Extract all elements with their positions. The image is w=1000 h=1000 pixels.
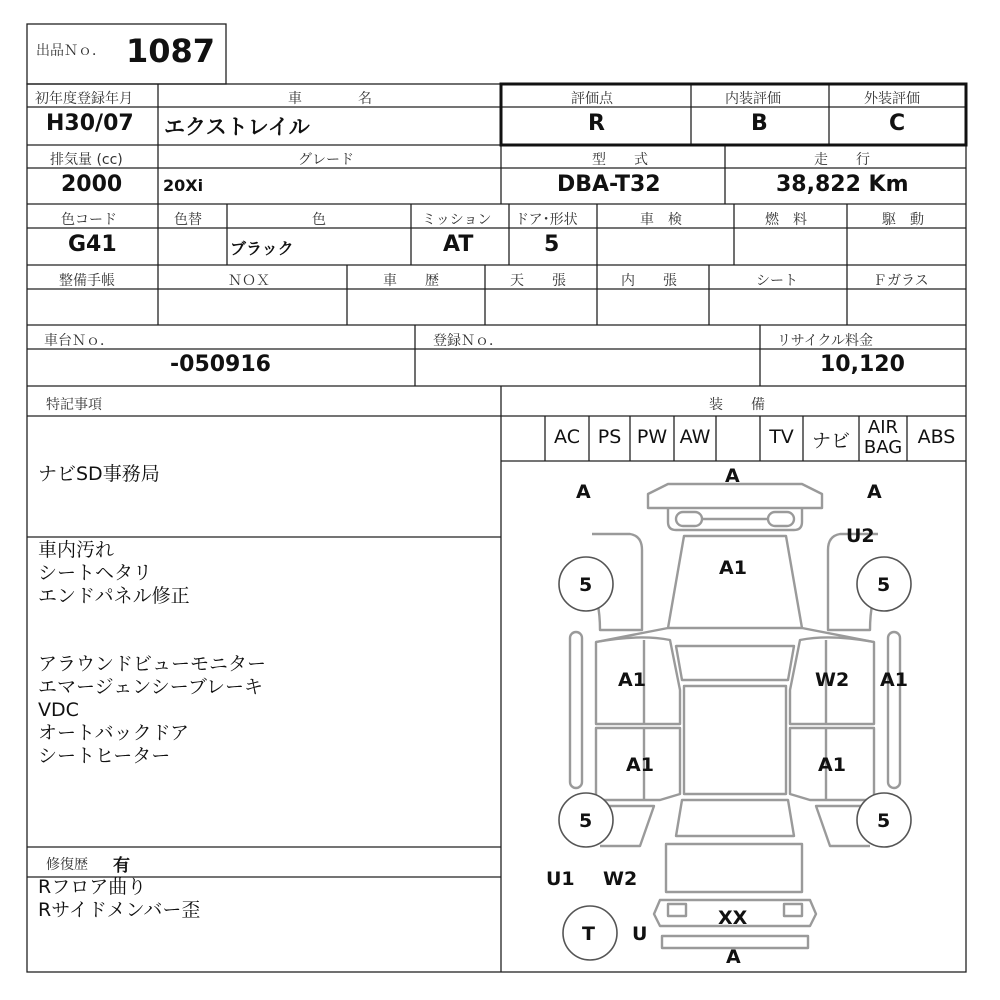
displacement-value: 2000 bbox=[61, 172, 123, 197]
color-change-label: 色替 bbox=[174, 212, 202, 228]
equipment-navi: ナビ bbox=[811, 430, 850, 452]
equipment-ps: PS bbox=[597, 426, 622, 448]
repair-item-line: Rサイドメンバー歪 bbox=[38, 899, 201, 921]
lot-number-value: 1087 bbox=[126, 32, 216, 70]
remarks-condition-line: 車内汚れ bbox=[38, 539, 115, 561]
exterior-score-value: C bbox=[889, 111, 906, 136]
exterior-score-label: 外装評価 bbox=[864, 91, 920, 107]
equipment-aw: AW bbox=[679, 426, 711, 448]
grade-value: 20Xi bbox=[163, 176, 204, 195]
repair-items-block bbox=[38, 876, 200, 922]
roof-lining-label: 天 張 bbox=[510, 273, 566, 289]
displacement-label: 排気量 (cc) bbox=[50, 152, 123, 168]
color-code-label: 色コード bbox=[61, 212, 117, 228]
score-label: 評価点 bbox=[571, 91, 613, 107]
damage-front-left-corner-code: A bbox=[576, 481, 591, 503]
remarks-feature-block bbox=[38, 653, 266, 768]
damage-rear-lower-code: U bbox=[632, 923, 648, 945]
door-shape-label: ドア･形状 bbox=[515, 212, 578, 228]
equipment-tv: TV bbox=[769, 426, 794, 448]
score-value: R bbox=[588, 111, 605, 136]
seat-label: シート bbox=[756, 273, 798, 289]
damage-front-right-corner-code: A bbox=[867, 481, 882, 503]
car-name-value: エクストレイル bbox=[164, 115, 310, 139]
damage-right-side-sill-code: A1 bbox=[880, 669, 908, 691]
grade-label: グレード bbox=[298, 152, 354, 168]
repair-history-value: 有 bbox=[113, 856, 130, 876]
mileage-label: 走 行 bbox=[814, 152, 870, 168]
damage-right-rear-door-code: A1 bbox=[818, 754, 846, 776]
remarks-feature-line: エマージェンシーブレーキ bbox=[38, 676, 264, 698]
interior-score-label: 内装評価 bbox=[725, 91, 781, 107]
inner-lining-label: 内 張 bbox=[621, 273, 677, 289]
damage-rear-left-quarter-code: U1 bbox=[546, 868, 575, 890]
lot-number-label: 出品Ｎｏ． bbox=[36, 43, 106, 59]
color-label: 色 bbox=[312, 212, 326, 228]
damage-rear-left-panel-code: W2 bbox=[603, 868, 638, 890]
mission-label: ミッション bbox=[422, 212, 492, 228]
remarks-label: 特記事項 bbox=[46, 397, 102, 413]
remarks-feature-line: アラウンドビューモニター bbox=[38, 653, 267, 675]
remarks-condition-block bbox=[38, 539, 190, 608]
tire-front-left-value: 5 bbox=[579, 574, 593, 596]
repair-history-label: 修復歴 bbox=[46, 857, 88, 873]
spare-tire-value: T bbox=[582, 923, 595, 945]
drive-label: 駆 動 bbox=[882, 212, 924, 228]
inspection-label: 車 検 bbox=[640, 212, 682, 228]
damage-left-rear-door-code: A1 bbox=[626, 754, 654, 776]
repair-item-line: Rフロア曲り bbox=[38, 876, 147, 898]
remarks-feature-line: オートバックドア bbox=[38, 722, 190, 744]
recycle-fee-value: 10,120 bbox=[820, 352, 905, 377]
nox-label: ＮＯＸ bbox=[228, 273, 270, 289]
fuel-label: 燃 料 bbox=[765, 212, 807, 228]
damage-front-bumper-code: A bbox=[725, 465, 740, 487]
interior-score-value: B bbox=[751, 111, 768, 136]
chassis-number-value: -050916 bbox=[170, 352, 271, 377]
mission-value: AT bbox=[443, 232, 474, 257]
damage-front-right-fender-code: U2 bbox=[846, 525, 875, 547]
chassis-number-label: 車台Ｎｏ． bbox=[44, 333, 114, 349]
tire-rear-right-value: 5 bbox=[877, 810, 891, 832]
remarks-feature-line: シートヒーター bbox=[38, 745, 171, 767]
remarks-navi-line: ナビSD事務局 bbox=[38, 463, 160, 485]
registration-number-label: 登録Ｎｏ． bbox=[433, 333, 503, 349]
door-shape-value: 5 bbox=[544, 232, 560, 257]
remarks-condition-line: エンドパネル修正 bbox=[38, 585, 190, 607]
equipment-pw: PW bbox=[636, 426, 668, 448]
color-value: ブラック bbox=[230, 239, 294, 258]
mileage-value: 38,822 Km bbox=[776, 172, 909, 197]
tire-rear-left-value: 5 bbox=[579, 810, 593, 832]
equipment-airbag: AIR BAG bbox=[863, 417, 903, 458]
tire-front-right-value: 5 bbox=[877, 574, 891, 596]
damage-rear-bumper-code: XX bbox=[718, 907, 748, 929]
damage-right-front-door-code: W2 bbox=[815, 669, 850, 691]
model-value: DBA-T32 bbox=[557, 172, 661, 197]
damage-left-front-door-code: A1 bbox=[618, 669, 646, 691]
equipment-label: 装 備 bbox=[709, 397, 765, 413]
first-registration-label: 初年度登録年月 bbox=[35, 91, 133, 107]
equipment-ac: AC bbox=[554, 426, 580, 448]
remarks-feature-line: VDC bbox=[38, 699, 79, 721]
equipment-abs: ABS bbox=[917, 426, 956, 448]
remarks-condition-line: シートヘタリ bbox=[38, 562, 153, 584]
maintenance-book-label: 整備手帳 bbox=[59, 273, 115, 289]
car-name-label: 車 名 bbox=[288, 91, 372, 107]
front-glass-label: Ｆガラス bbox=[873, 273, 929, 289]
damage-rear-bottom-code: A bbox=[726, 946, 741, 968]
vehicle-history-label: 車 歴 bbox=[383, 273, 439, 289]
color-code-value: G41 bbox=[68, 232, 117, 257]
model-label: 型 式 bbox=[592, 152, 648, 168]
recycle-fee-label: リサイクル料金 bbox=[777, 333, 874, 349]
first-registration-value: H30/07 bbox=[46, 111, 134, 136]
damage-hood-code: A1 bbox=[719, 557, 747, 579]
